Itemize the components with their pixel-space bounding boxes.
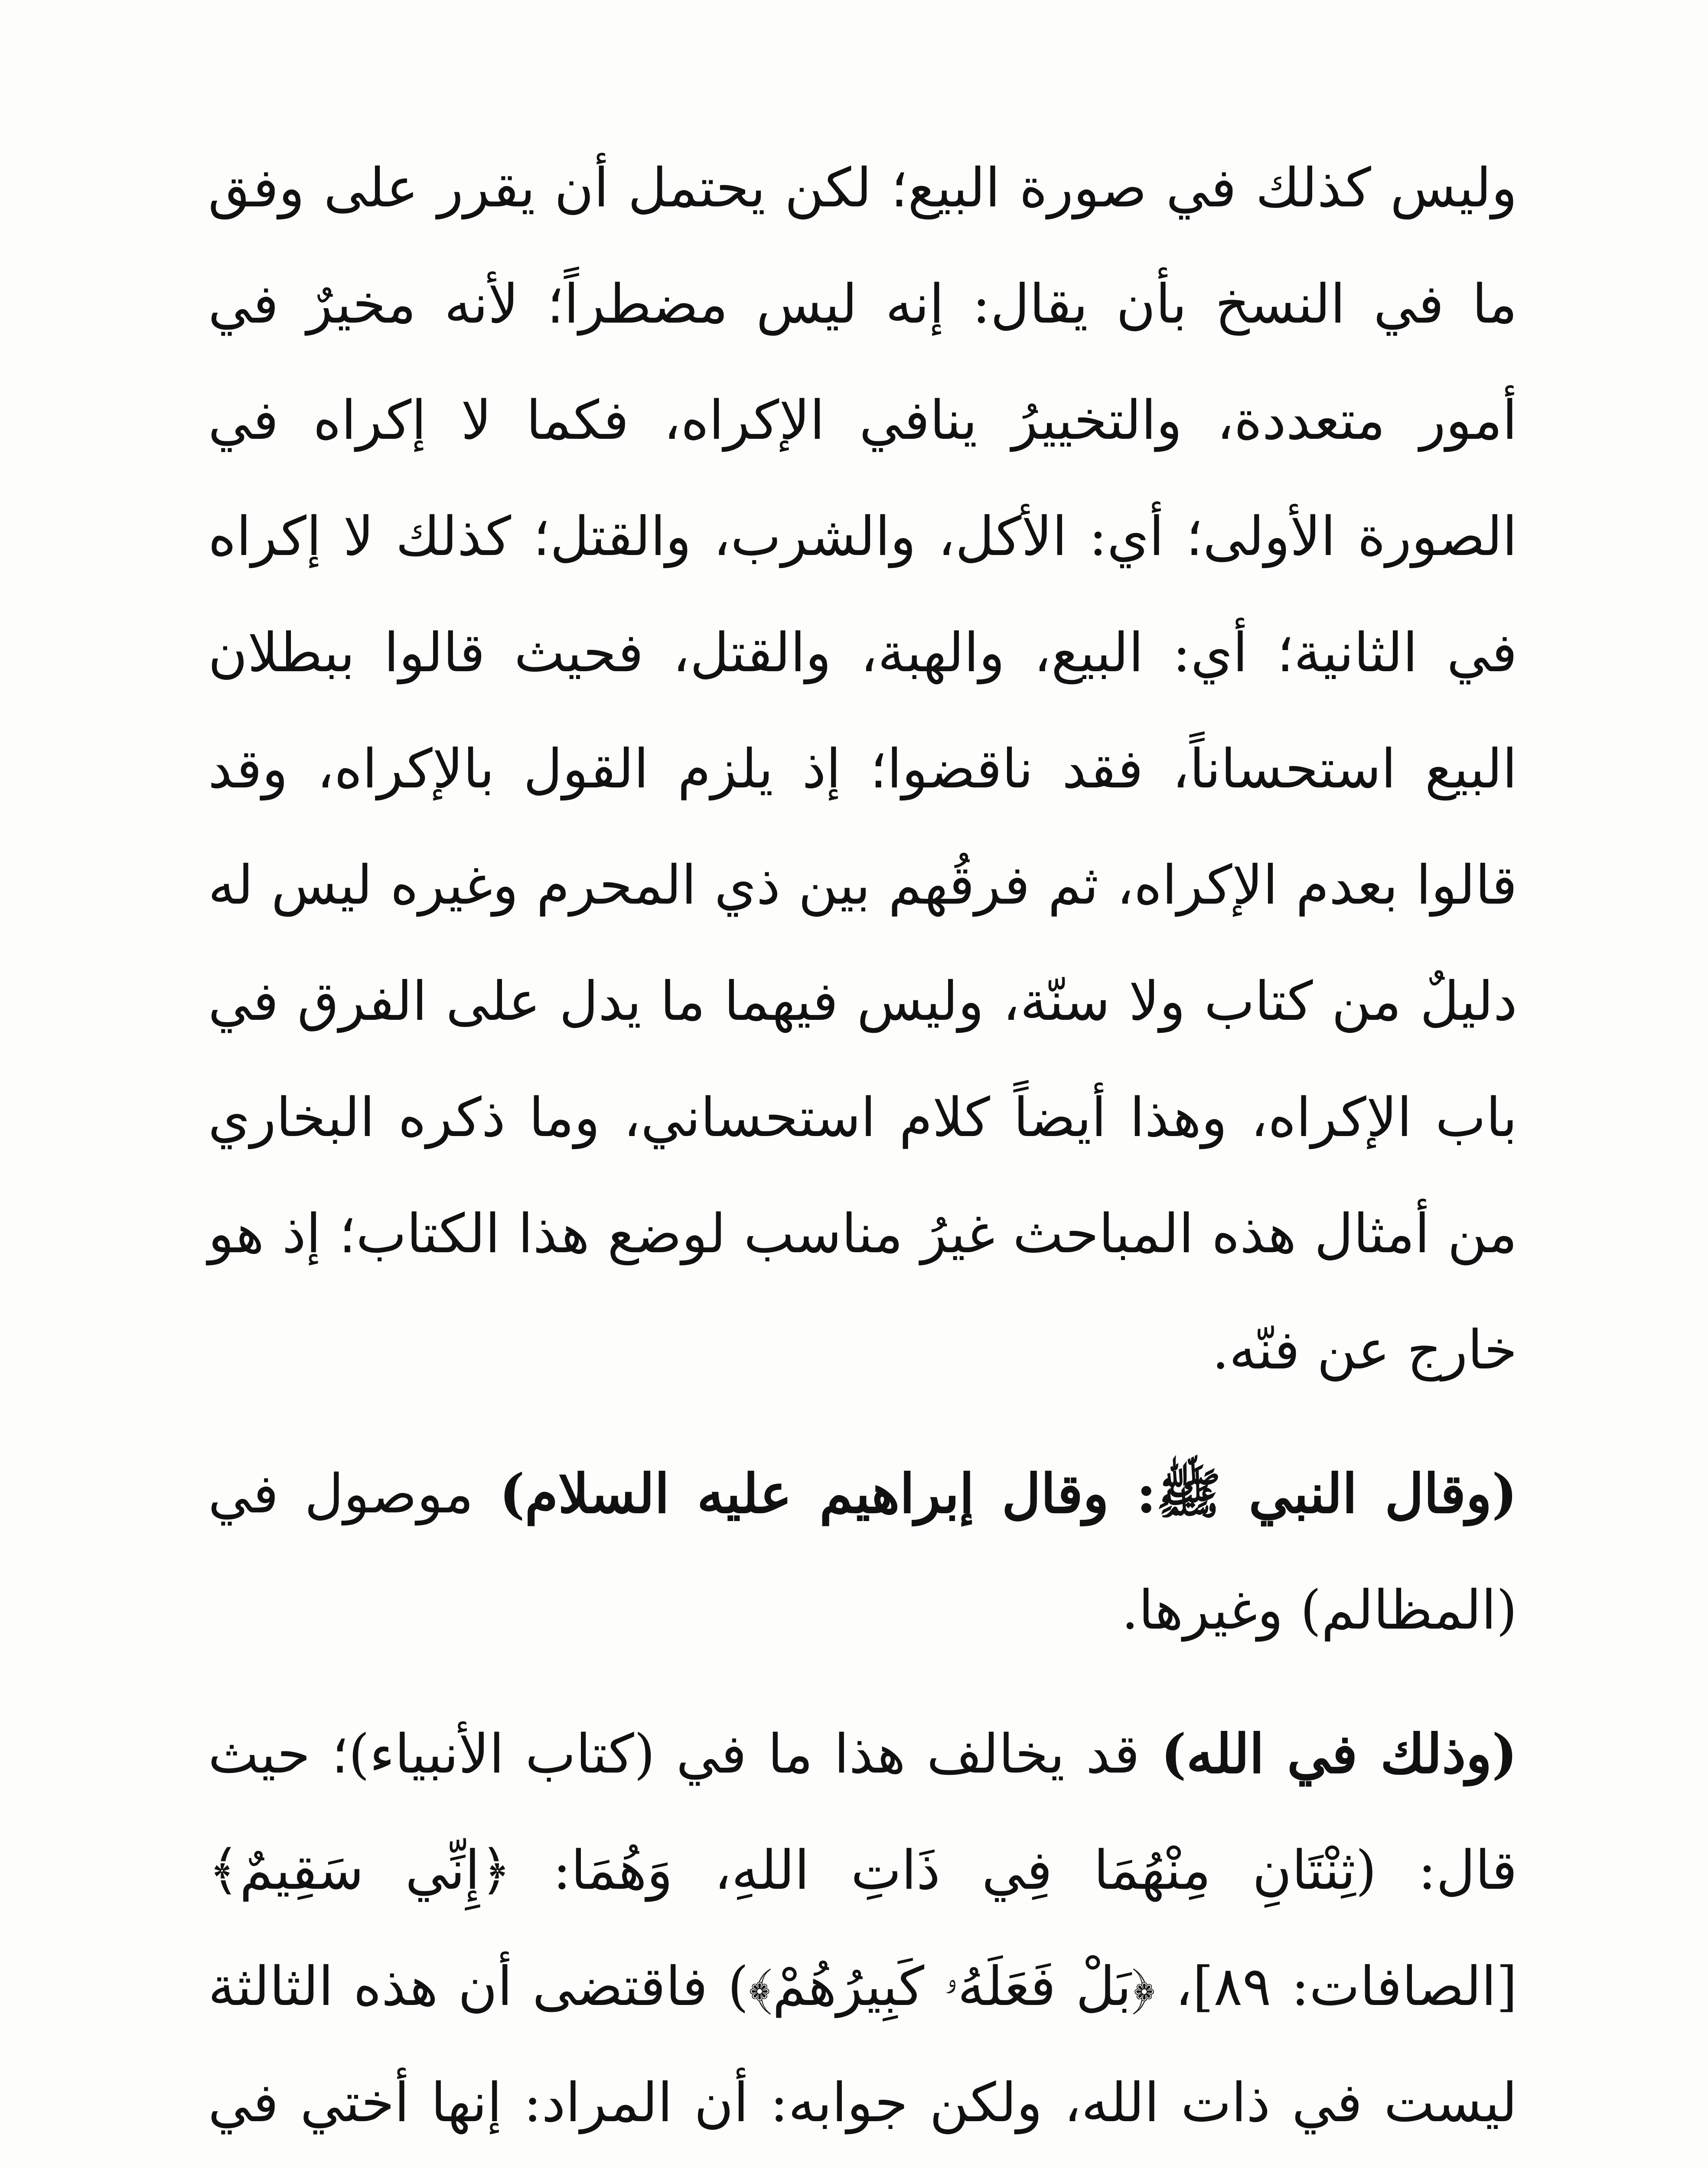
paragraph-3-text: قد يخالف هذا ما في (كتاب الأنبياء)؛ حيث قال: (ثِنْتَانِ مِنْهُمَا فِي ذَاتِ اللهِ، وَهُمَا: ﴿إِنِّي سَقِيمٌ﴾[الصافات: ٨٩]، ﴿بَلْ فَعَلَهُۥ كَبِيرُهُمْ﴾) فاقتضى أن هذه الثالثة ليست في ذات الله، ولكن جوابه: أن المراد: إنها أختي في	[208, 1723, 1517, 2134]
paragraph-2-text: موصول في (المظالم) وغيرها.	[208, 1463, 1517, 1642]
paragraph-2	[208, 1436, 1517, 1668]
paragraph-1-text: وليس كذلك في صورة البيع؛ لكن يحتمل أن يقرر على وفق ما في النسخ بأن يقال: إنه ليس مضطراً؛ لأنه مخيرٌ في أمور متعددة، والتخييرُ ينافي الإكراه، فكما لا إكراه في الصورة الأولى؛ أي: الأكل، والشرب، والقتل؛ كذلك لا إكراه في الثانية؛ أي: البيع، والهبة، والقتل، فحيث قالوا ببطلان البيع استحساناً، فقد ناقضوا؛ إذ يلزم القول بالإكراه، وقد قالوا بعدم الإكراه، ثم فرقُهم بين ذي المحرم وغيره ليس له دليلٌ من كتاب ولا سنّة، وليس فيهما ما يدل على الفرق في باب الإكراه، وهذا أيضاً كلام استحساني، وما ذكره البخاري من أمثال هذه المباحث غيرُ مناسب لوضع هذا الكتاب؛ إذ هو خارج عن فنّه.	[208, 157, 1517, 1381]
paragraph-3-bold-lead: (وذلك في الله)	[1160, 1723, 1518, 1786]
paragraph-3	[208, 1696, 1517, 2168]
paragraph-2-bold-lead: (وقال النبي ﷺ: وقال إبراهيم عليه السلام)	[499, 1463, 1517, 1525]
page-body-text	[208, 130, 1517, 2168]
paragraph-1	[208, 130, 1517, 1408]
